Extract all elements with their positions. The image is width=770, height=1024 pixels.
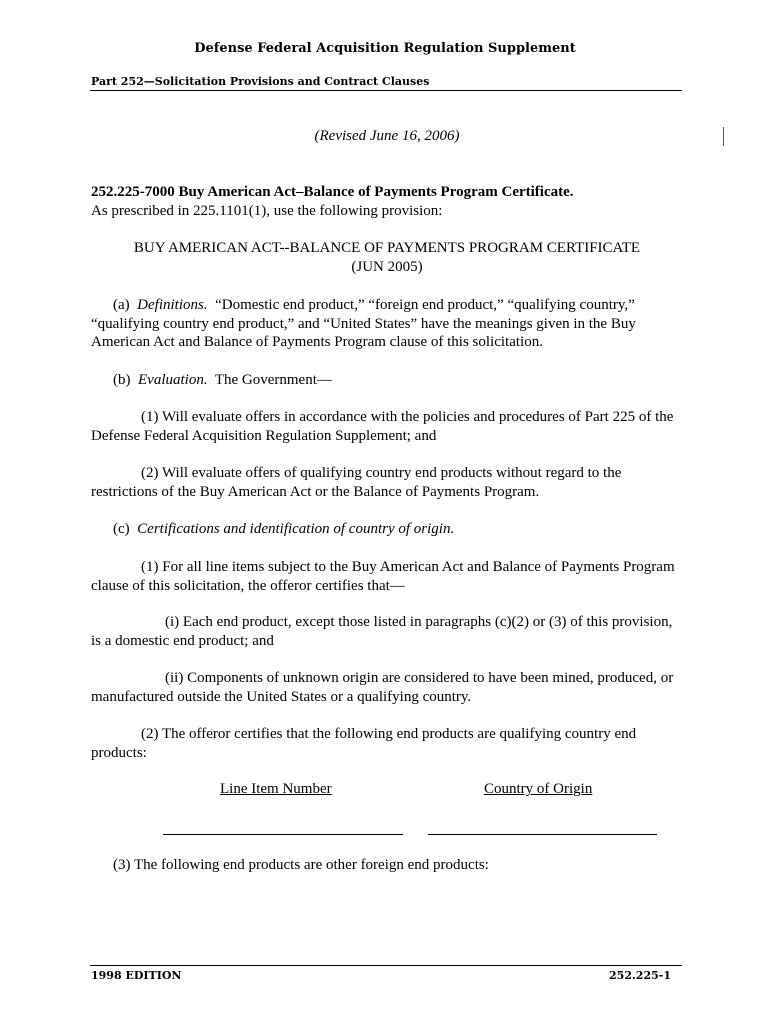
- table-header-country-of-origin: Country of Origin: [484, 781, 593, 797]
- paragraph-c2: (2) The offeror certifies that the following end products are qualifying country end products:: [91, 726, 637, 761]
- provision-title-line2: (JUN 2005): [351, 258, 423, 275]
- paragraph-c1-i: (i) Each end product, except those listed in paragraphs (c)(2) or (3) of this provision, is a domestic end product; and: [91, 614, 673, 649]
- paragraph-c-label: (c): [113, 521, 130, 537]
- paragraph-b-heading: Evaluation.: [138, 372, 208, 388]
- paragraph-b-label: (b): [113, 372, 131, 388]
- paragraph-b-text: The Government—: [214, 372, 332, 388]
- paragraph-b2: (2) Will evaluate offers of qualifying country end products without regard to the restrictions of the Buy American Act or the Balance of Payments Program.: [91, 465, 622, 500]
- paragraph-c3: (3) The following end products are other foreign end products:: [113, 857, 489, 873]
- revision-date: (Revised June 16, 2006): [314, 128, 460, 144]
- paragraph-a-text: “Domestic end product,” “foreign end product,” “qualifying country,” “qualifying country end product,” and “United States” have the meanings given in the Buy American Act and Balance of Payments Program clause of this solicitation.: [91, 297, 636, 350]
- country-of-origin-field[interactable]: [428, 834, 657, 835]
- provision-title: [91, 239, 683, 276]
- paragraph-a-label: (a): [113, 297, 130, 313]
- document-header-subtitle: Part 252—Solicitation Provisions and Contract Clauses: [91, 75, 430, 88]
- section-title: 252.225-7000 Buy American Act–Balance of Payments Program Certificate.: [91, 184, 574, 200]
- provision-title-line1: BUY AMERICAN ACT--BALANCE OF PAYMENTS PROGRAM CERTIFICATE: [133, 240, 641, 256]
- footer-edition: 1998 EDITION: [91, 969, 182, 982]
- section-prescription: As prescribed in 225.1101(1), use the following provision:: [91, 203, 443, 219]
- change-bar: [723, 127, 724, 146]
- paragraph-a: [91, 296, 683, 352]
- table-header-line-item-number: Line Item Number: [220, 781, 332, 797]
- document-header-title: Defense Federal Acquisition Regulation Supplement: [194, 41, 576, 56]
- paragraph-c: [91, 520, 683, 539]
- line-item-number-field[interactable]: [163, 834, 403, 835]
- footer-page-number: 252.225-1: [609, 969, 671, 982]
- paragraph-c1: (1) For all line items subject to the Buy American Act and Balance of Payments Program clause of this solicitation, the offeror certifies that—: [91, 559, 675, 594]
- paragraph-b: [91, 371, 683, 390]
- header-rule: [90, 90, 682, 91]
- footer-rule: [90, 965, 682, 966]
- paragraph-b1: (1) Will evaluate offers in accordance with the policies and procedures of Part 225 of the Defense Federal Acquisition Regulation Supplement; and: [91, 409, 674, 444]
- paragraph-c-heading: Certifications and identification of country of origin.: [137, 521, 455, 537]
- paragraph-c1-ii: (ii) Components of unknown origin are considered to have been mined, produced, or manufactured outside the United States or a qualifying country.: [91, 670, 674, 705]
- paragraph-a-heading: Definitions.: [137, 297, 208, 313]
